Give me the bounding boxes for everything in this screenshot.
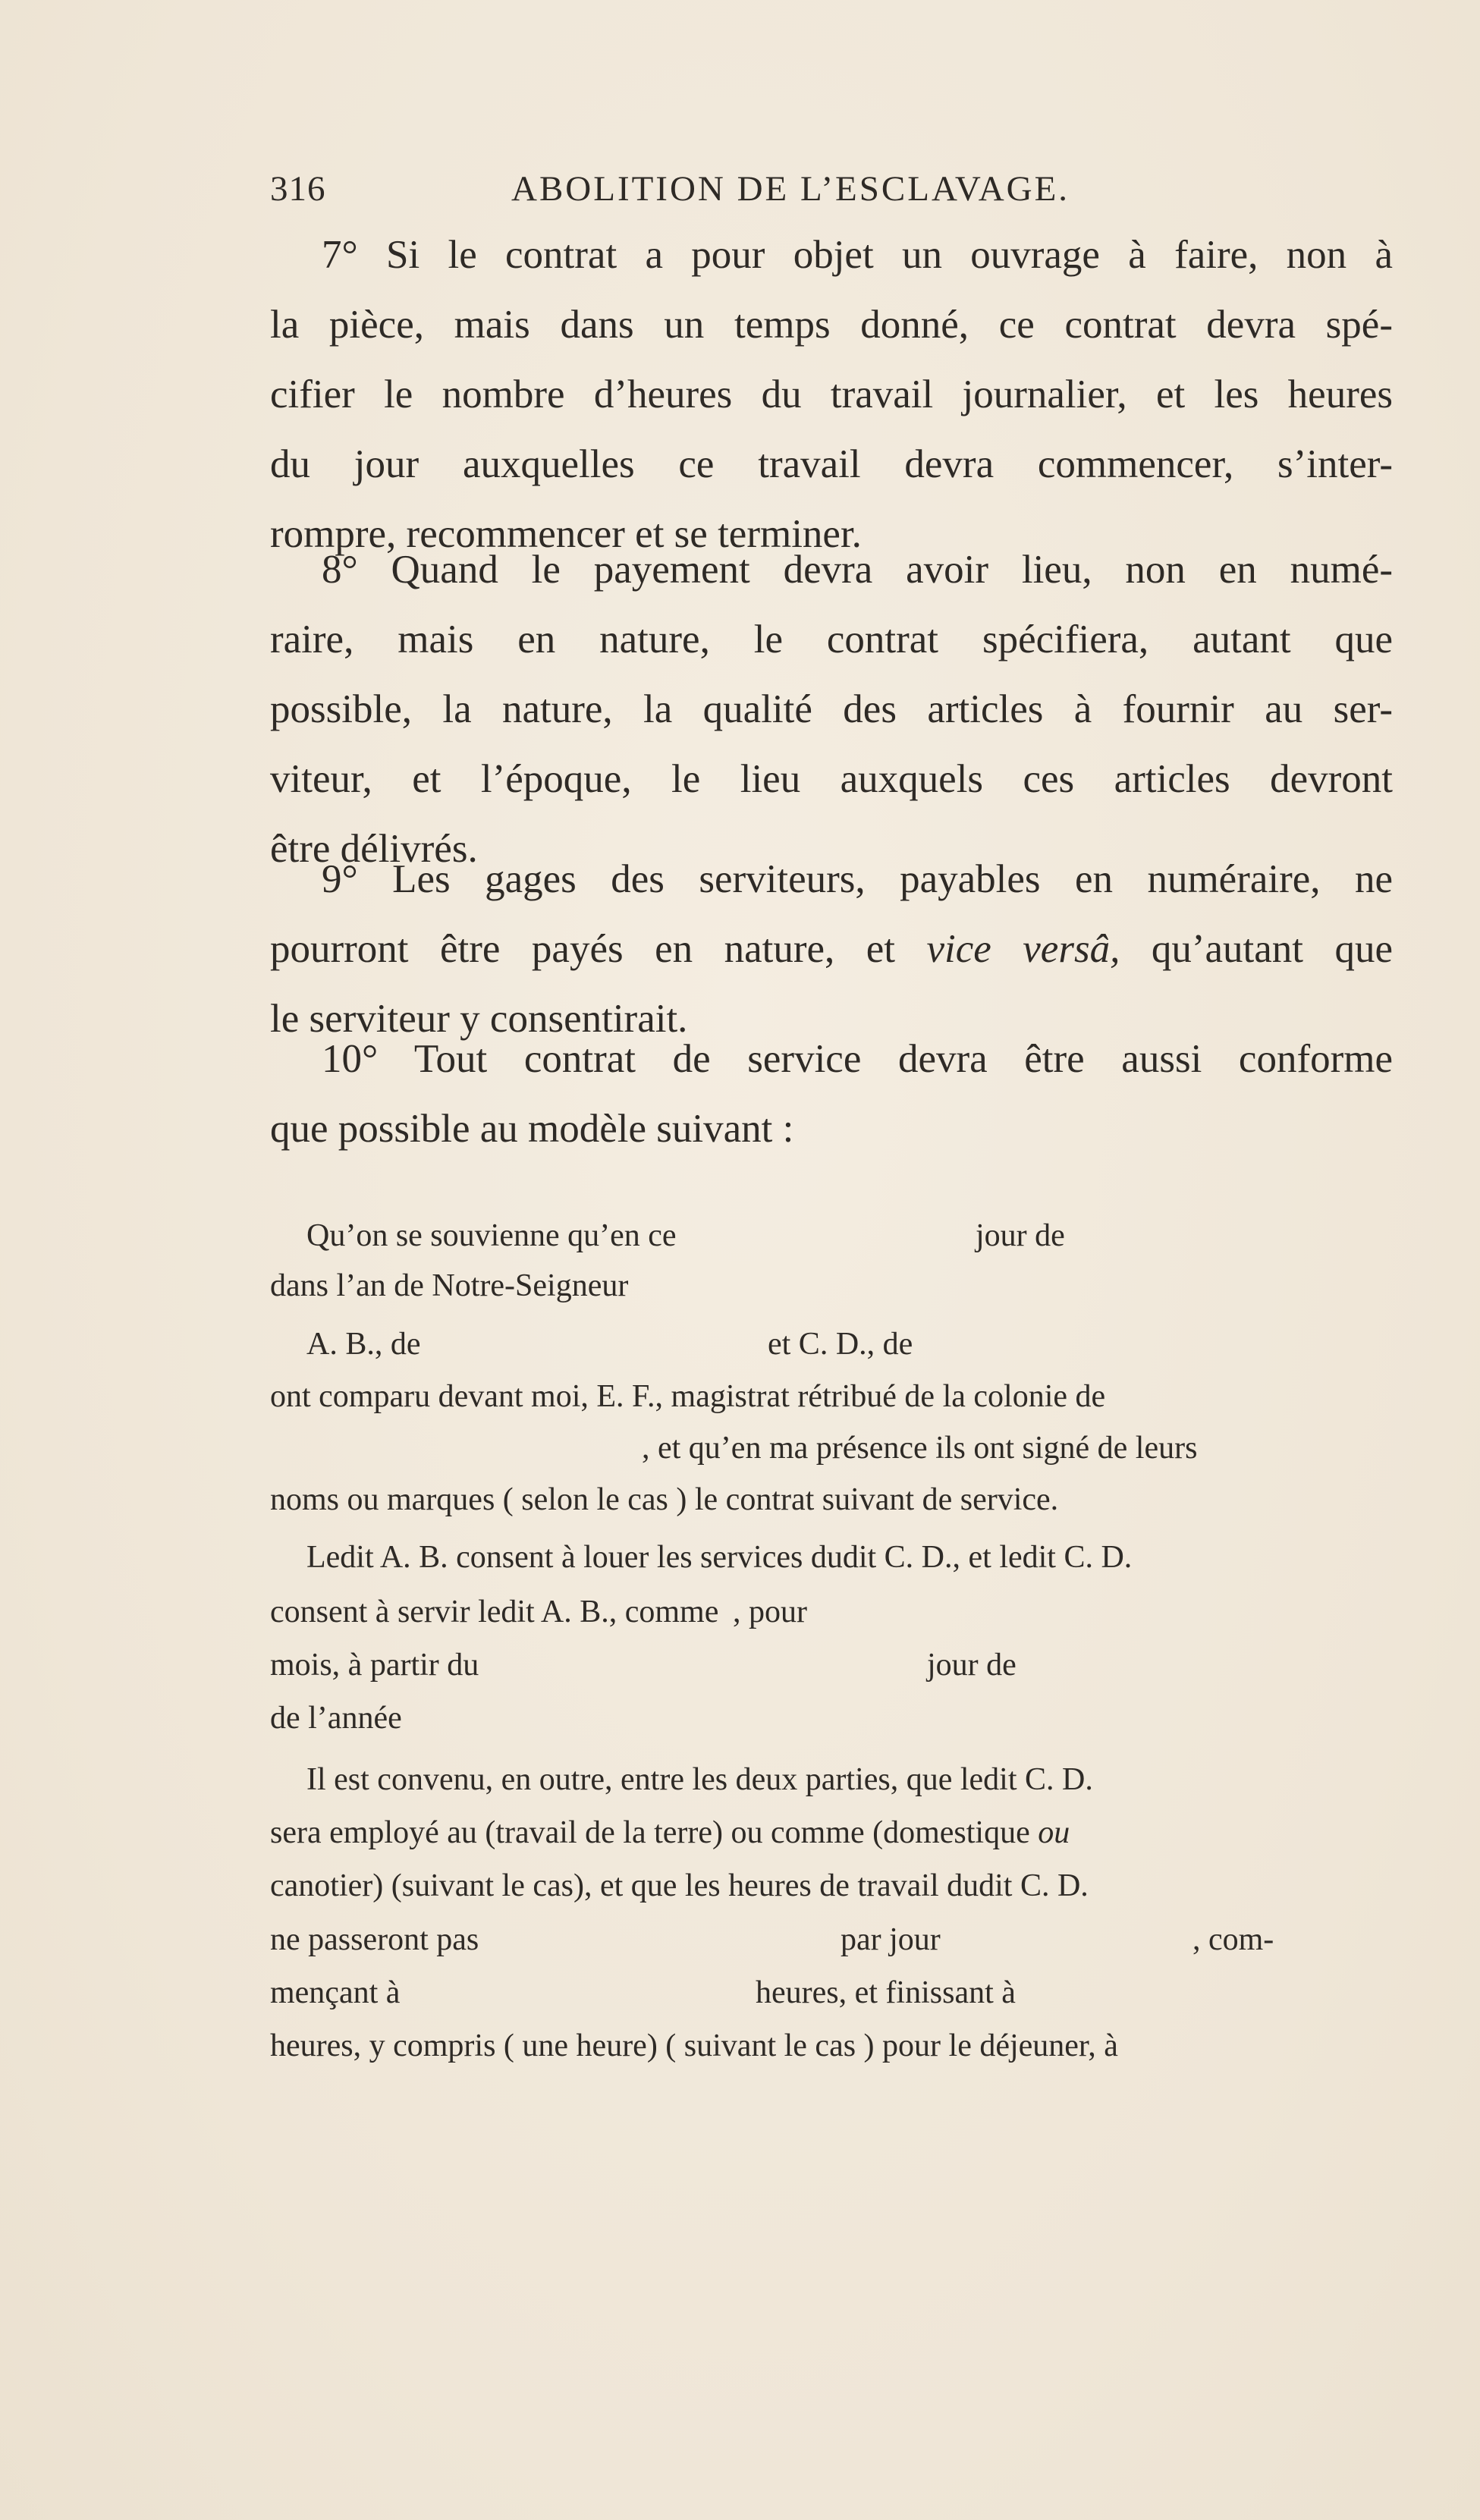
text-line: le serviteur y consentirait.	[270, 997, 688, 1041]
form-line: dans l’an de Notre-Seigneur	[270, 1268, 629, 1303]
text-segment: par jour	[841, 1922, 941, 1957]
text-segment: consent à servir ledit A. B., comme	[270, 1595, 719, 1629]
italic-term: vice versâ,	[926, 927, 1120, 971]
text-segment: heures, et finissant à	[756, 1975, 1016, 2010]
text-line: que possible au modèle suivant :	[270, 1107, 794, 1151]
text-line: possible, la nature, la qualité des articles à fournir au ser-	[270, 687, 1393, 731]
text-line: être délivrés.	[270, 827, 478, 871]
text-line: 8° Quand le payement devra avoir lieu, non en numé-	[322, 548, 1393, 592]
form-line: ont comparu devant moi, E. F., magistrat rétribué de la colonie de	[270, 1379, 1106, 1414]
text-line	[270, 929, 1393, 999]
text-segment: jour de	[976, 1218, 1065, 1253]
text-segment: qu’autant que	[1120, 927, 1393, 971]
form-line: Ledit A. B. consent à louer les services dudit C. D., et ledit C. D.	[306, 1540, 1133, 1575]
text-line: raire, mais en nature, le contrat spécifiera, autant que	[270, 617, 1393, 661]
text-segment: sera employé au (travail de la terre) ou comme (domestique	[270, 1815, 1039, 1850]
page-header	[270, 168, 1165, 222]
text-line: cifier le nombre d’heures du travail journalier, et les heures	[270, 372, 1393, 416]
text-segment: , pour	[733, 1595, 807, 1629]
text-line: 7° Si le contrat a pour objet un ouvrage à faire, non à	[322, 233, 1393, 277]
text-line: 10° Tout contrat de service devra être aussi conforme	[322, 1037, 1393, 1081]
text-segment: , com-	[1192, 1922, 1274, 1957]
page-number: 316	[270, 169, 326, 209]
text-line: la pièce, mais dans un temps donné, ce contrat devra spé-	[270, 303, 1393, 347]
form-line: heures, y compris ( une heure) ( suivant le cas ) pour le déjeuner, à	[270, 2028, 1118, 2063]
running-title: ABOLITION DE L’ESCLAVAGE.	[511, 169, 1070, 209]
form-line: Il est convenu, en outre, entre les deux parties, que ledit C. D.	[306, 1762, 1093, 1797]
text-segment: mençant à	[270, 1975, 401, 2010]
text-line: viteur, et l’époque, le lieu auxquels ces articles devront	[270, 757, 1393, 801]
text-segment: A. B., de	[306, 1327, 421, 1362]
text-segment: Qu’on se souvienne qu’en ce	[306, 1218, 677, 1253]
text-segment: ne passeront pas	[270, 1922, 479, 1957]
form-line: noms ou marques ( selon le cas ) le contrat suivant de service.	[270, 1482, 1059, 1517]
form-line: canotier) (suivant le cas), et que les heures de travail dudit C. D.	[270, 1868, 1089, 1903]
italic-term: ou	[1038, 1815, 1070, 1850]
text-line: du jour auxquelles ce travail devra commencer, s’inter-	[270, 442, 1393, 486]
text-segment: mois, à partir du	[270, 1648, 479, 1683]
text-segment: et C. D., de	[768, 1327, 913, 1362]
form-line	[270, 1815, 1070, 1860]
text-segment: jour de	[927, 1648, 1017, 1683]
text-line: rompre, recommencer et se terminer.	[270, 512, 862, 556]
text-segment: pourront être payés en nature, et	[270, 927, 927, 971]
text-line: 9° Les gages des serviteurs, payables en numéraire, ne	[322, 857, 1393, 901]
form-line: , et qu’en ma présence ils ont signé de leurs	[642, 1431, 1198, 1466]
form-line: de l’année	[270, 1701, 402, 1736]
